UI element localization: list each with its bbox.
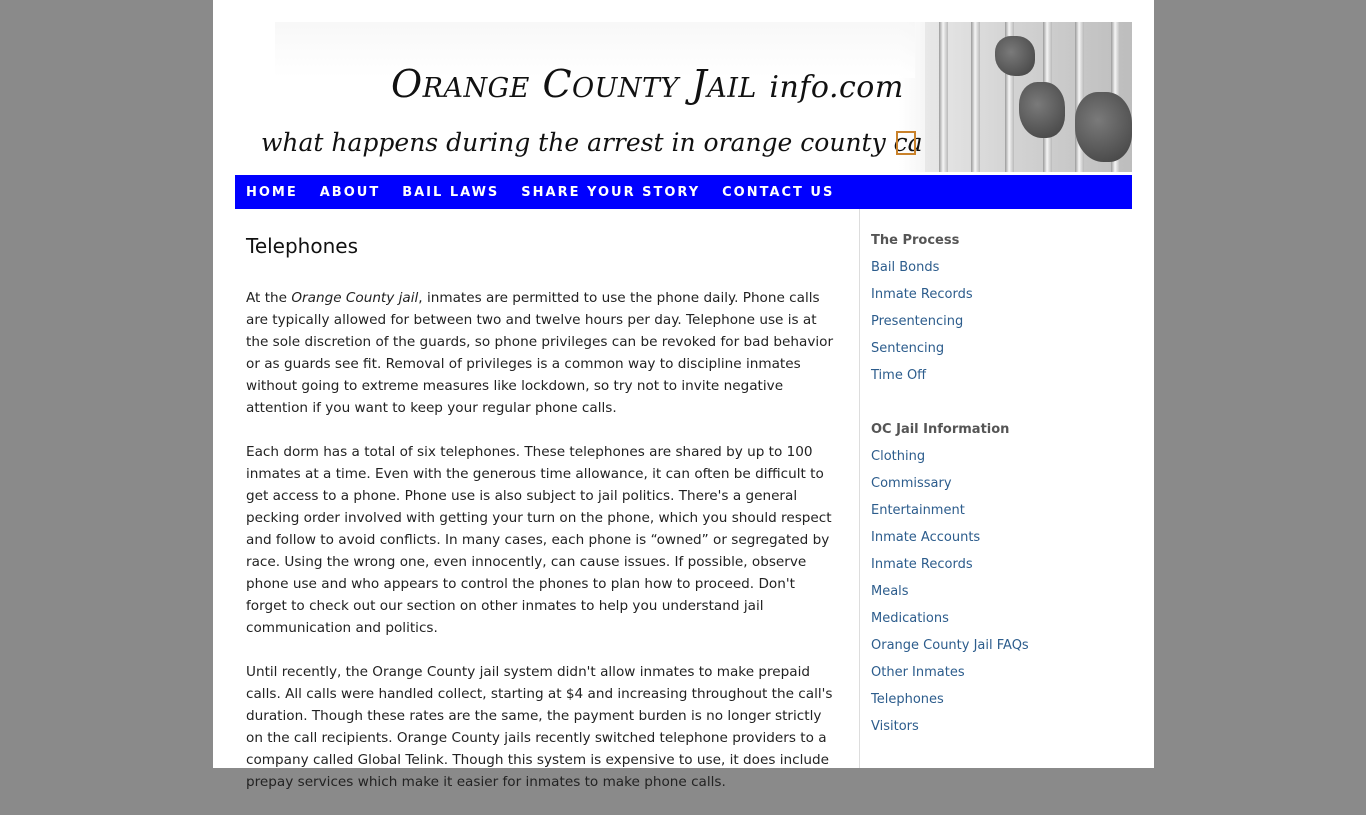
nav-contact-us[interactable]: CONTACT US [722, 184, 835, 200]
sidebar-process-list [871, 254, 1155, 389]
sidebar-link-sentencing[interactable]: Sentencing [871, 341, 945, 356]
list-item [871, 254, 1155, 281]
sidebar-link-bail-bonds[interactable]: Bail Bonds [871, 260, 940, 275]
sidebar-link-commissary[interactable]: Commissary [871, 476, 952, 491]
list-item [871, 497, 1155, 524]
sidebar-section-process [871, 227, 1155, 389]
sidebar-link-meals[interactable]: Meals [871, 584, 909, 599]
sidebar-link-entertainment[interactable]: Entertainment [871, 503, 965, 518]
list-item [871, 443, 1155, 470]
sidebar-link-inmate-records-2[interactable]: Inmate Records [871, 557, 973, 572]
sidebar-info-list [871, 443, 1155, 740]
p1-lead: At the [246, 290, 292, 306]
sidebar [859, 209, 1155, 768]
p1-rest: , inmates are permitted to use the phone daily. Phone calls are typically allowed for between two and twelve hours per day. Telephone use is at the sole discretion of the guards, so phone privileges can be revoked for bad behavior or as guards see fit. Removal of privileges is a common way to discipline inmates without going to extreme measures like lockdown, so try not to invite negative attention if you want to keep your regular phone calls. [246, 290, 834, 416]
page-wrapper [213, 0, 1154, 790]
main-nav [235, 175, 1132, 209]
article-paragraph-2: Each dorm has a total of six telephones. These telephones are shared by up to 100 inmates at a time. Even with the generous time allowance, it can often be difficult to get access to a phone. Phone use is also subject to jail politics. There's a general pecking order involved with getting your turn on the phone, which you should respect and follow to avoid conflicts. In many cases, each phone is “owned” or segregated by race. Using the wrong one, even innocently, can cause issues. If possible, observe phone use and who appears to control the phones to plan how to proceed. Don't forget to check out our section on other inmates to help you understand jail communication and politics. [246, 444, 832, 636]
list-item [871, 551, 1155, 578]
p1-emphasis: Orange County jail [291, 290, 419, 306]
article-paragraph-1 [246, 287, 838, 419]
sidebar-link-visitors[interactable]: Visitors [871, 719, 919, 734]
sidebar-link-telephones[interactable]: Telephones [871, 692, 944, 707]
list-item [871, 605, 1155, 632]
sidebar-link-inmate-records[interactable]: Inmate Records [871, 287, 973, 302]
sidebar-link-clothing[interactable]: Clothing [871, 449, 926, 464]
jail-bars-image [925, 22, 1132, 172]
list-item [871, 281, 1155, 308]
nav-home[interactable]: HOME [246, 184, 298, 200]
list-item [871, 362, 1155, 389]
tagline-box-icon [896, 131, 916, 155]
site-title-main: Orange County Jail [391, 62, 757, 106]
list-item [871, 335, 1155, 362]
nav-about[interactable]: ABOUT [319, 184, 381, 200]
sidebar-link-medications[interactable]: Medications [871, 611, 949, 626]
sidebar-section-oc-jail-info [871, 416, 1155, 740]
sidebar-link-inmate-accounts[interactable]: Inmate Accounts [871, 530, 981, 545]
list-item [871, 713, 1155, 740]
site-title[interactable] [391, 62, 904, 106]
site-title-suffix: info.com [769, 70, 904, 105]
sidebar-link-other-inmates[interactable]: Other Inmates [871, 665, 965, 680]
list-item [871, 470, 1155, 497]
nav-bail-laws[interactable]: BAIL LAWS [402, 184, 500, 200]
nav-share-your-story[interactable]: SHARE YOUR STORY [521, 184, 701, 200]
list-item [871, 308, 1155, 335]
list-item [871, 578, 1155, 605]
list-item [871, 686, 1155, 713]
sidebar-link-faqs[interactable]: Orange County Jail FAQs [871, 638, 1029, 653]
list-item [871, 632, 1155, 659]
site-tagline: what happens during the arrest in orange county ca [261, 128, 923, 157]
article-content [246, 230, 838, 815]
list-item [871, 659, 1155, 686]
sidebar-heading-oc-jail-info: OC Jail Information [871, 422, 1010, 437]
sidebar-link-presentencing[interactable]: Presentencing [871, 314, 964, 329]
list-item [871, 524, 1155, 551]
sidebar-link-time-off[interactable]: Time Off [871, 368, 927, 383]
sidebar-heading-process: The Process [871, 233, 960, 248]
page-title: Telephones [246, 234, 358, 258]
header-banner[interactable] [235, 22, 1132, 172]
article-paragraph-3: Until recently, the Orange County jail system didn't allow inmates to make prepaid calls. All calls were handled collect, starting at $4 and increasing throughout the call's duration. Though these rates are the same, the payment burden is no longer strictly on the call recipients. Orange County jails recently switched telephone providers to a company called Global Telink. Though this system is expensive to use, it does include prepay services which make it easier for inmates to make phone calls. [246, 664, 833, 790]
